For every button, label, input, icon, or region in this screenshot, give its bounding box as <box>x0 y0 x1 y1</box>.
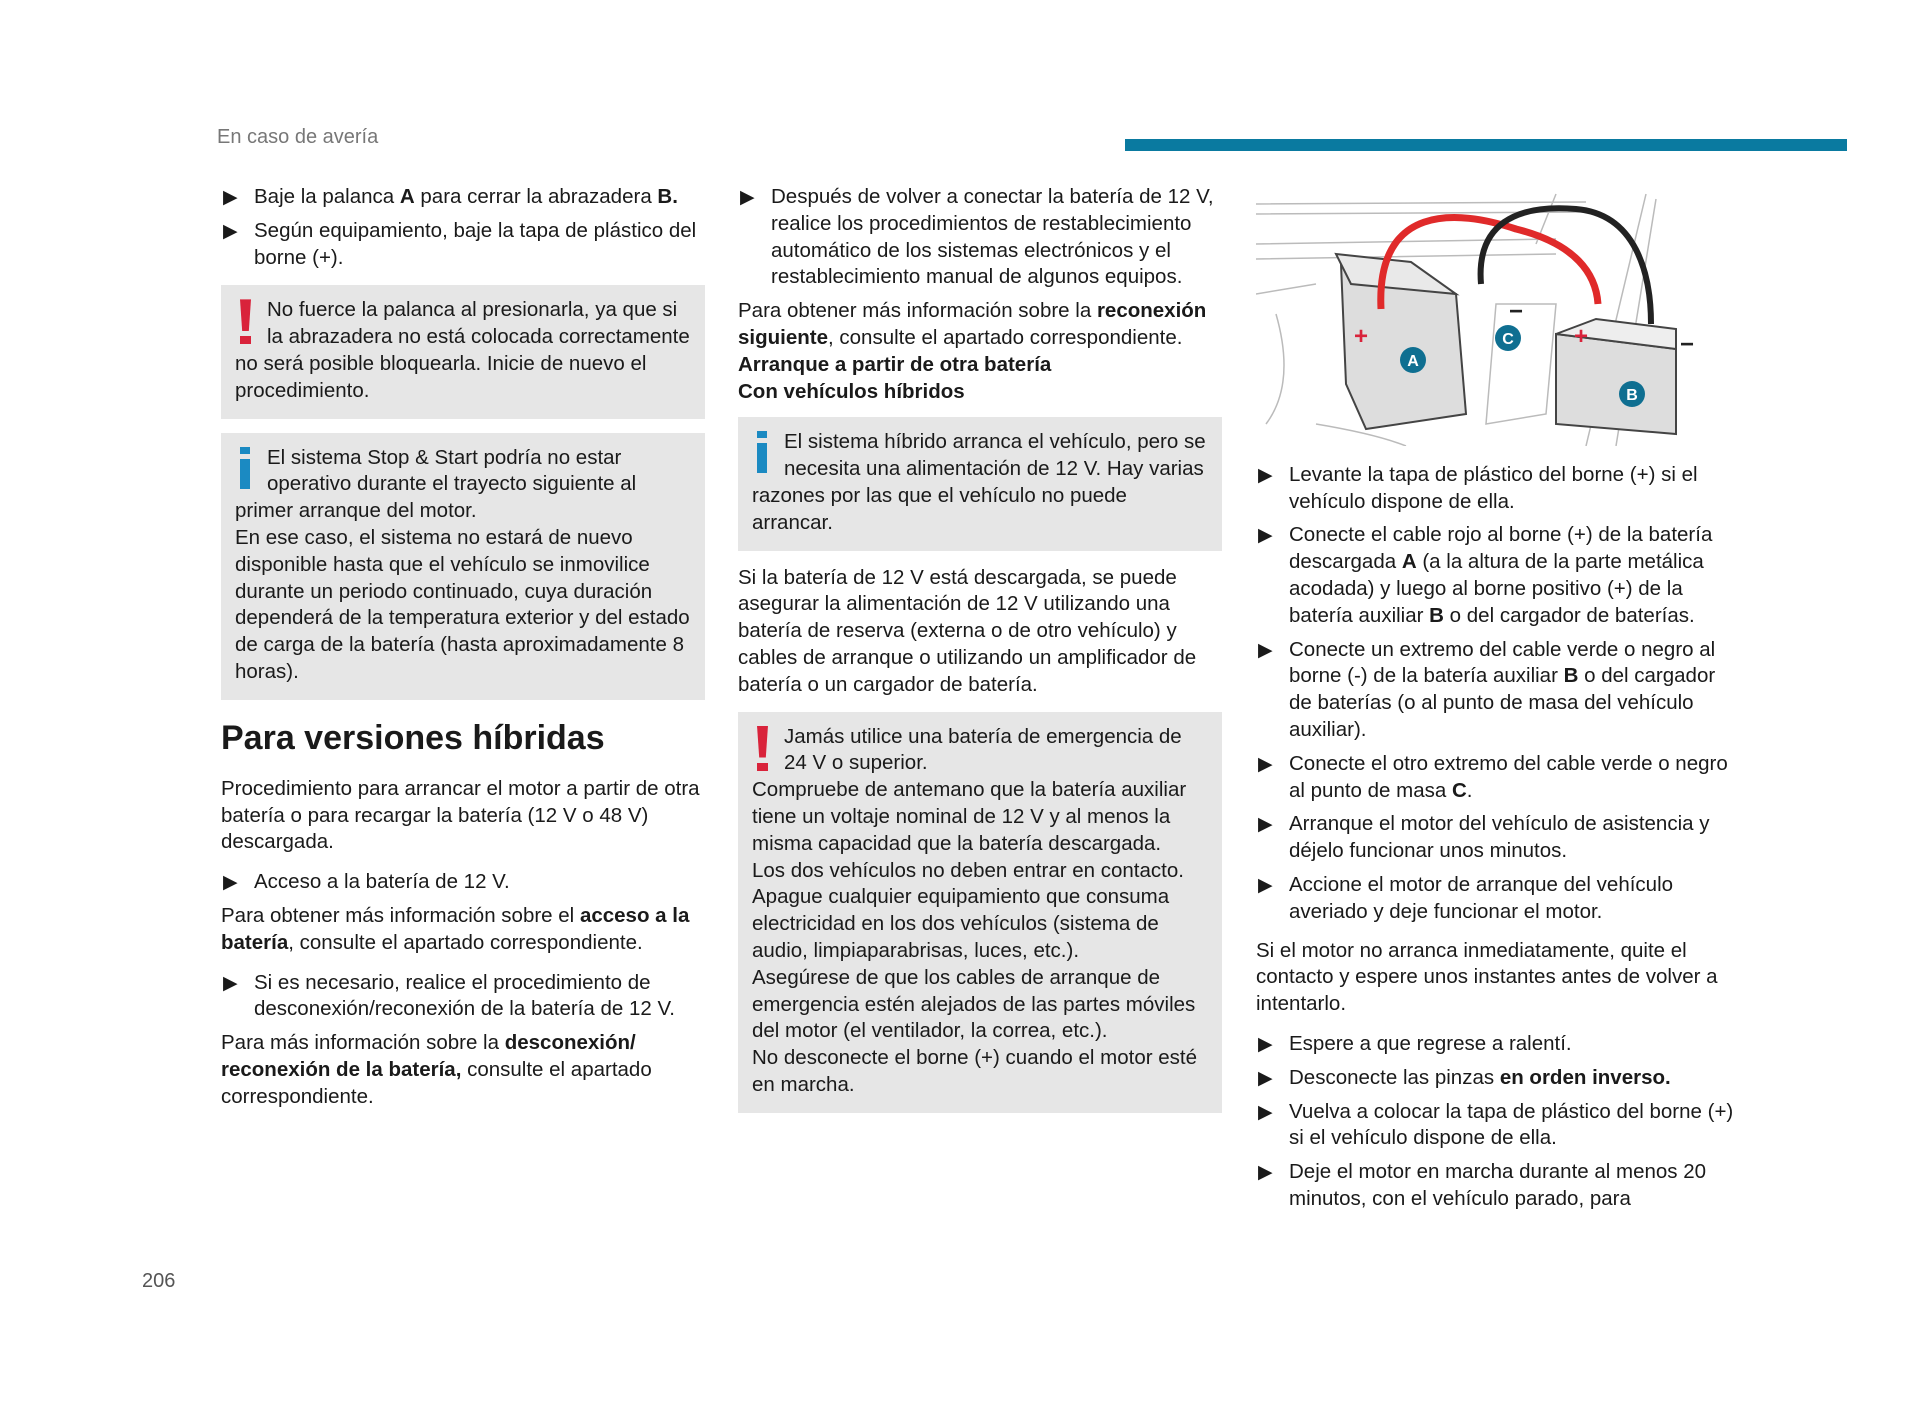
bullet-arrow-icon: ▶ <box>1258 464 1273 486</box>
paragraph <box>738 298 1222 352</box>
bullet-item <box>1256 872 1740 926</box>
text-bold: acceso a la batería <box>221 903 690 954</box>
info-box <box>738 417 1222 550</box>
text-bold: A <box>399 185 415 208</box>
warning-text: Jamás utilice una batería de emergencia de 24 V o superior. <box>784 724 1182 775</box>
text-bold: Arranque a partir de otra batería <box>738 352 1052 376</box>
text-bold: B <box>1429 603 1444 627</box>
bullet-arrow-icon: ▶ <box>1258 1033 1273 1055</box>
column-3 <box>1256 182 1740 1220</box>
info-text: En ese caso, el sistema no estará de nuevo disponible hasta que el vehículo se inmovilice durante un periodo continuado, cuya duración dependerá de la temperatura exterior y del estado de carga de la batería (hasta aproximadamente 8 horas). <box>235 525 690 683</box>
column-1 <box>221 184 705 1124</box>
label-b-badge <box>1619 381 1645 407</box>
info-icon <box>235 447 265 495</box>
text: Deje el motor en marcha durante al menos 20 minutos, con el vehículo parado, para <box>1289 1160 1707 1210</box>
bullet-arrow-icon: ▶ <box>1258 753 1273 775</box>
warning-box <box>221 285 705 418</box>
text: Para obtener más información sobre el <box>221 903 580 927</box>
text: Baje la palanca <box>254 185 400 208</box>
subheading <box>738 352 1222 379</box>
page-number: 206 <box>142 1270 176 1292</box>
section-heading: Para versiones híbridas <box>221 718 605 757</box>
text: Para obtener más información sobre la <box>738 299 1097 323</box>
paragraph <box>221 903 705 957</box>
warning-text: Compruebe de antemano que la batería auxiliar tiene un voltaje nominal de 12 V y al menos la misma capacidad que la batería descargada. <box>752 778 1187 855</box>
info-text: El sistema Stop & Start podría no estar operativo durante el trayecto siguiente al primer arranque del motor. <box>235 445 637 523</box>
text-bold: en orden inverso. <box>1499 1065 1671 1089</box>
text: , consulte el apartado correspondiente. <box>288 930 643 954</box>
warning-text: Los dos vehículos no deben entrar en contacto. <box>752 858 1184 882</box>
text: Para más información sobre la <box>221 1031 505 1055</box>
warning-text: Asegúrese de que los cables de arranque de emergencia estén alejados de las partes móviles del motor (el ventilador, la correa, etc.). <box>752 965 1196 1043</box>
bullet-item <box>1256 1159 1740 1213</box>
header-accent-bar <box>1125 139 1847 151</box>
text: Desconecte las pinzas <box>1289 1065 1500 1089</box>
bullet-arrow-icon: ▶ <box>223 872 238 894</box>
info-box <box>221 433 705 700</box>
bullet-item <box>221 184 705 211</box>
text: Según equipamiento, baje la tapa de plástico del borne (+). <box>254 218 697 269</box>
bullet-arrow-icon: ▶ <box>1258 814 1273 836</box>
text: (a la altura de la parte metálica acodada) y luego al borne positivo (+) de la batería auxiliar <box>1289 550 1704 627</box>
paragraph: Si la batería de 12 V está descargada, se puede asegurar la alimentación de 12 V utilizando una batería de reserva (externa o de otro vehículo) y cables de arranque o utilizando un amplificador de batería o un cargador de batería. <box>738 565 1197 696</box>
bullet-item <box>1256 1031 1740 1058</box>
text: o del cargador de baterías (o al punto de masa del vehículo auxiliar). <box>1289 664 1716 741</box>
text: Espere a que regrese a ralentí. <box>1289 1031 1572 1055</box>
warning-box <box>738 712 1222 1113</box>
text-bold: B. <box>657 185 678 208</box>
bullet-item <box>221 970 705 1024</box>
bullet-arrow-icon: ▶ <box>223 187 238 208</box>
text: Acceso a la batería de 12 V. <box>254 870 510 894</box>
column-2 <box>738 184 1222 1127</box>
bullet-item <box>1256 1065 1740 1092</box>
minus-sign: − <box>1680 331 1695 358</box>
label-c-badge <box>1495 325 1521 351</box>
text: Arranque el motor del vehículo de asistencia y déjelo funcionar unos minutos. <box>1289 812 1710 863</box>
bullet-arrow-icon: ▶ <box>223 220 238 242</box>
bullet-item <box>221 869 705 896</box>
label-a-badge <box>1400 347 1426 373</box>
text: Vuelva a colocar la tapa de plástico del borne (+) si el vehículo dispone de ella. <box>1289 1099 1734 1150</box>
warning-text: No fuerce la palanca al presionarla, ya que si la abrazadera no está colocada correctamente no será posible bloquearla. Inicie de nuevo el procedimiento. <box>235 298 690 402</box>
bullet-arrow-icon: ▶ <box>740 187 755 208</box>
text: Si es necesario, realice el procedimiento de desconexión/reconexión de la batería de 12 V. <box>254 970 675 1021</box>
section-title: En caso de avería <box>217 126 379 148</box>
warning-text: No desconecte el borne (+) cuando el motor esté en marcha. <box>752 1046 1197 1096</box>
text-bold: reconexión siguiente <box>738 299 1207 349</box>
bullet-item <box>221 218 705 272</box>
bullet-arrow-icon: ▶ <box>1258 874 1273 896</box>
bullet-arrow-icon: ▶ <box>1258 1067 1273 1089</box>
bullet-item <box>738 184 1222 291</box>
paragraph: Procedimiento para arrancar el motor a partir de otra batería o para recargar la batería (12 V o 48 V) descargada. <box>221 776 700 854</box>
text: para cerrar la abrazadera <box>414 185 658 208</box>
text: Después de volver a conectar la batería de 12 V, realice los procedimientos de restablecimiento automático de los sistemas electrónicos y el restablecimiento manual de algunos equipos. <box>771 185 1214 289</box>
bullet-arrow-icon: ▶ <box>1258 1162 1273 1184</box>
paragraph: Si el motor no arranca inmediatamente, quite el contacto y espere unos instantes antes de volver a intentarlo. <box>1256 938 1718 1016</box>
text: Accione el motor de arranque del vehículo averiado y deje funcionar el motor. <box>1289 872 1674 923</box>
text-bold: B <box>1563 664 1579 688</box>
text: Conecte un extremo del cable verde o negro al borne (-) de la batería auxiliar <box>1289 637 1716 688</box>
text-bold: Con vehículos híbridos <box>738 379 965 403</box>
info-icon <box>752 431 782 479</box>
info-text: El sistema híbrido arranca el vehículo, pero se necesita una alimentación de 12 V. Hay varias razones por las que el vehículo no puede arrancar. <box>752 430 1206 534</box>
text: , consulte el apartado correspondiente. <box>828 325 1183 349</box>
text: o del cargador de baterías. <box>1443 603 1695 627</box>
bullet-arrow-icon: ▶ <box>1258 639 1273 661</box>
paragraph <box>221 1030 705 1110</box>
bullet-item <box>1256 462 1740 516</box>
subheading <box>738 379 1222 406</box>
text: Levante la tapa de plástico del borne (+) si el vehículo dispone de ella. <box>1289 462 1698 513</box>
bullet-item <box>1256 1099 1740 1153</box>
bullet-arrow-icon: ▶ <box>223 972 238 994</box>
bullet-arrow-icon: ▶ <box>1258 525 1273 547</box>
warning-icon <box>235 299 265 347</box>
label-c: C <box>1502 331 1514 348</box>
bullet-item <box>1256 751 1740 805</box>
warning-text: Apague cualquier equipamiento que consuma electricidad en los dos vehículos (sistema de audio, limpiaparabrisas, luces, etc.). <box>752 885 1170 962</box>
text-bold: A <box>1401 550 1417 574</box>
jump-start-diagram <box>1256 184 1726 446</box>
text-bold: C <box>1451 778 1467 802</box>
minus-sign: − <box>1509 298 1524 325</box>
text-bold: desconexión/ reconexión de la batería, <box>221 1031 636 1081</box>
label-a: A <box>1407 353 1419 370</box>
bullet-item <box>1256 637 1740 744</box>
text: Conecte el cable rojo al borne (+) de la batería descargada <box>1289 523 1713 574</box>
bullet-item <box>1256 811 1740 865</box>
bullet-item <box>1256 522 1740 629</box>
text: Conecte el otro extremo del cable verde o negro al punto de masa <box>1289 751 1728 802</box>
warning-icon <box>752 726 782 774</box>
text: consulte el apartado correspondiente. <box>221 1057 652 1108</box>
bullet-arrow-icon: ▶ <box>1258 1101 1273 1123</box>
text: . <box>1466 778 1473 802</box>
plus-sign: + <box>1354 323 1369 350</box>
label-b: B <box>1626 387 1638 404</box>
plus-sign: + <box>1574 323 1589 350</box>
